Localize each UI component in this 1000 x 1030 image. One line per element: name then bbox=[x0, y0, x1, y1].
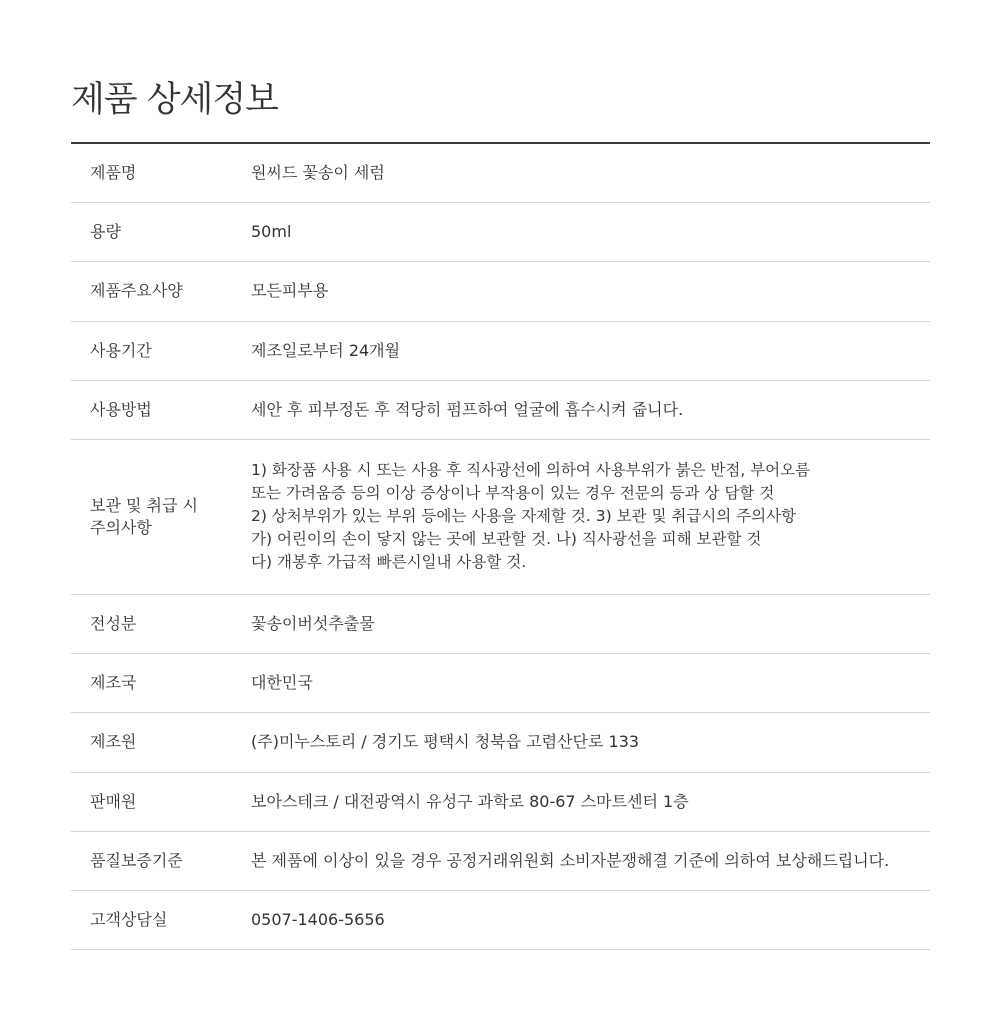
spec-label: 용량 bbox=[90, 222, 121, 242]
spec-value: 0507-1406-5656 bbox=[251, 909, 385, 929]
spec-value: 꽃송이버섯추출물 bbox=[251, 614, 375, 634]
spec-value: 대한민국 bbox=[251, 673, 313, 693]
spec-label: 보관 및 취급 시 주의사항 bbox=[90, 495, 198, 537]
spec-row-volume bbox=[71, 203, 930, 262]
spec-label: 전성분 bbox=[90, 614, 137, 634]
spec-value: 모든피부용 bbox=[251, 281, 329, 301]
spec-label: 품질보증기준 bbox=[90, 850, 183, 870]
spec-value: 세안 후 피부정돈 후 적당히 펌프하여 얼굴에 흡수시켜 줍니다. bbox=[251, 399, 684, 419]
spec-label: 사용방법 bbox=[90, 399, 152, 419]
spec-label: 판매원 bbox=[90, 791, 137, 811]
spec-row-seller bbox=[71, 773, 930, 832]
spec-row-usage-method bbox=[71, 381, 930, 440]
spec-row-usage-period bbox=[71, 322, 930, 381]
spec-value: 본 제품에 이상이 있을 경우 공정거래위원회 소비자분쟁해결 기준에 의하여 보상해드립니다. bbox=[251, 850, 890, 870]
spec-row-country bbox=[71, 654, 930, 713]
spec-row-product-name bbox=[71, 144, 930, 203]
spec-row-manufacturer bbox=[71, 713, 930, 772]
spec-label: 제품명 bbox=[90, 163, 137, 183]
spec-value: 제조일로부터 24개월 bbox=[251, 340, 401, 360]
spec-row-ingredients bbox=[71, 595, 930, 654]
spec-value: 1) 화장품 사용 시 또는 사용 후 직사광선에 의하여 사용부위가 붉은 반점, 부어오름 또는 가려움증 등의 이상 증상이나 부작용이 있는 경우 전문의 등과 상 담할 것 2) 상처부위가 있는 부위 등에는 사용을 자제할 것. 3) 보관 및 취급시의 주의사항 가) 어린이의 손이 닿지 않는 곳에 보관할 것. 나) 직사광선을 피해 보관할 것 다) 개봉후 가급적 빠른시일내 사용할 것. bbox=[251, 461, 811, 572]
spec-label: 고객상담실 bbox=[90, 909, 168, 929]
spec-value: 보아스테크 / 대전광역시 유성구 과학로 80-67 스마트센터 1층 bbox=[251, 791, 689, 811]
spec-table bbox=[71, 142, 930, 950]
spec-label: 제품주요사양 bbox=[90, 281, 183, 301]
spec-value: 50ml bbox=[251, 222, 292, 242]
spec-value: (주)미누스토리 / 경기도 평택시 청북읍 고렴산단로 133 bbox=[251, 732, 640, 752]
page-title: 제품 상세정보 bbox=[71, 80, 278, 120]
spec-value: 원씨드 꽃송이 세럼 bbox=[251, 163, 385, 183]
spec-row-main-spec bbox=[71, 262, 930, 321]
spec-row-quality-guarantee bbox=[71, 832, 930, 891]
spec-label: 제조국 bbox=[90, 673, 137, 693]
spec-label: 사용기간 bbox=[90, 340, 152, 360]
spec-label: 제조원 bbox=[90, 732, 137, 752]
spec-row-customer-service bbox=[71, 891, 930, 950]
spec-row-precautions bbox=[71, 440, 930, 595]
